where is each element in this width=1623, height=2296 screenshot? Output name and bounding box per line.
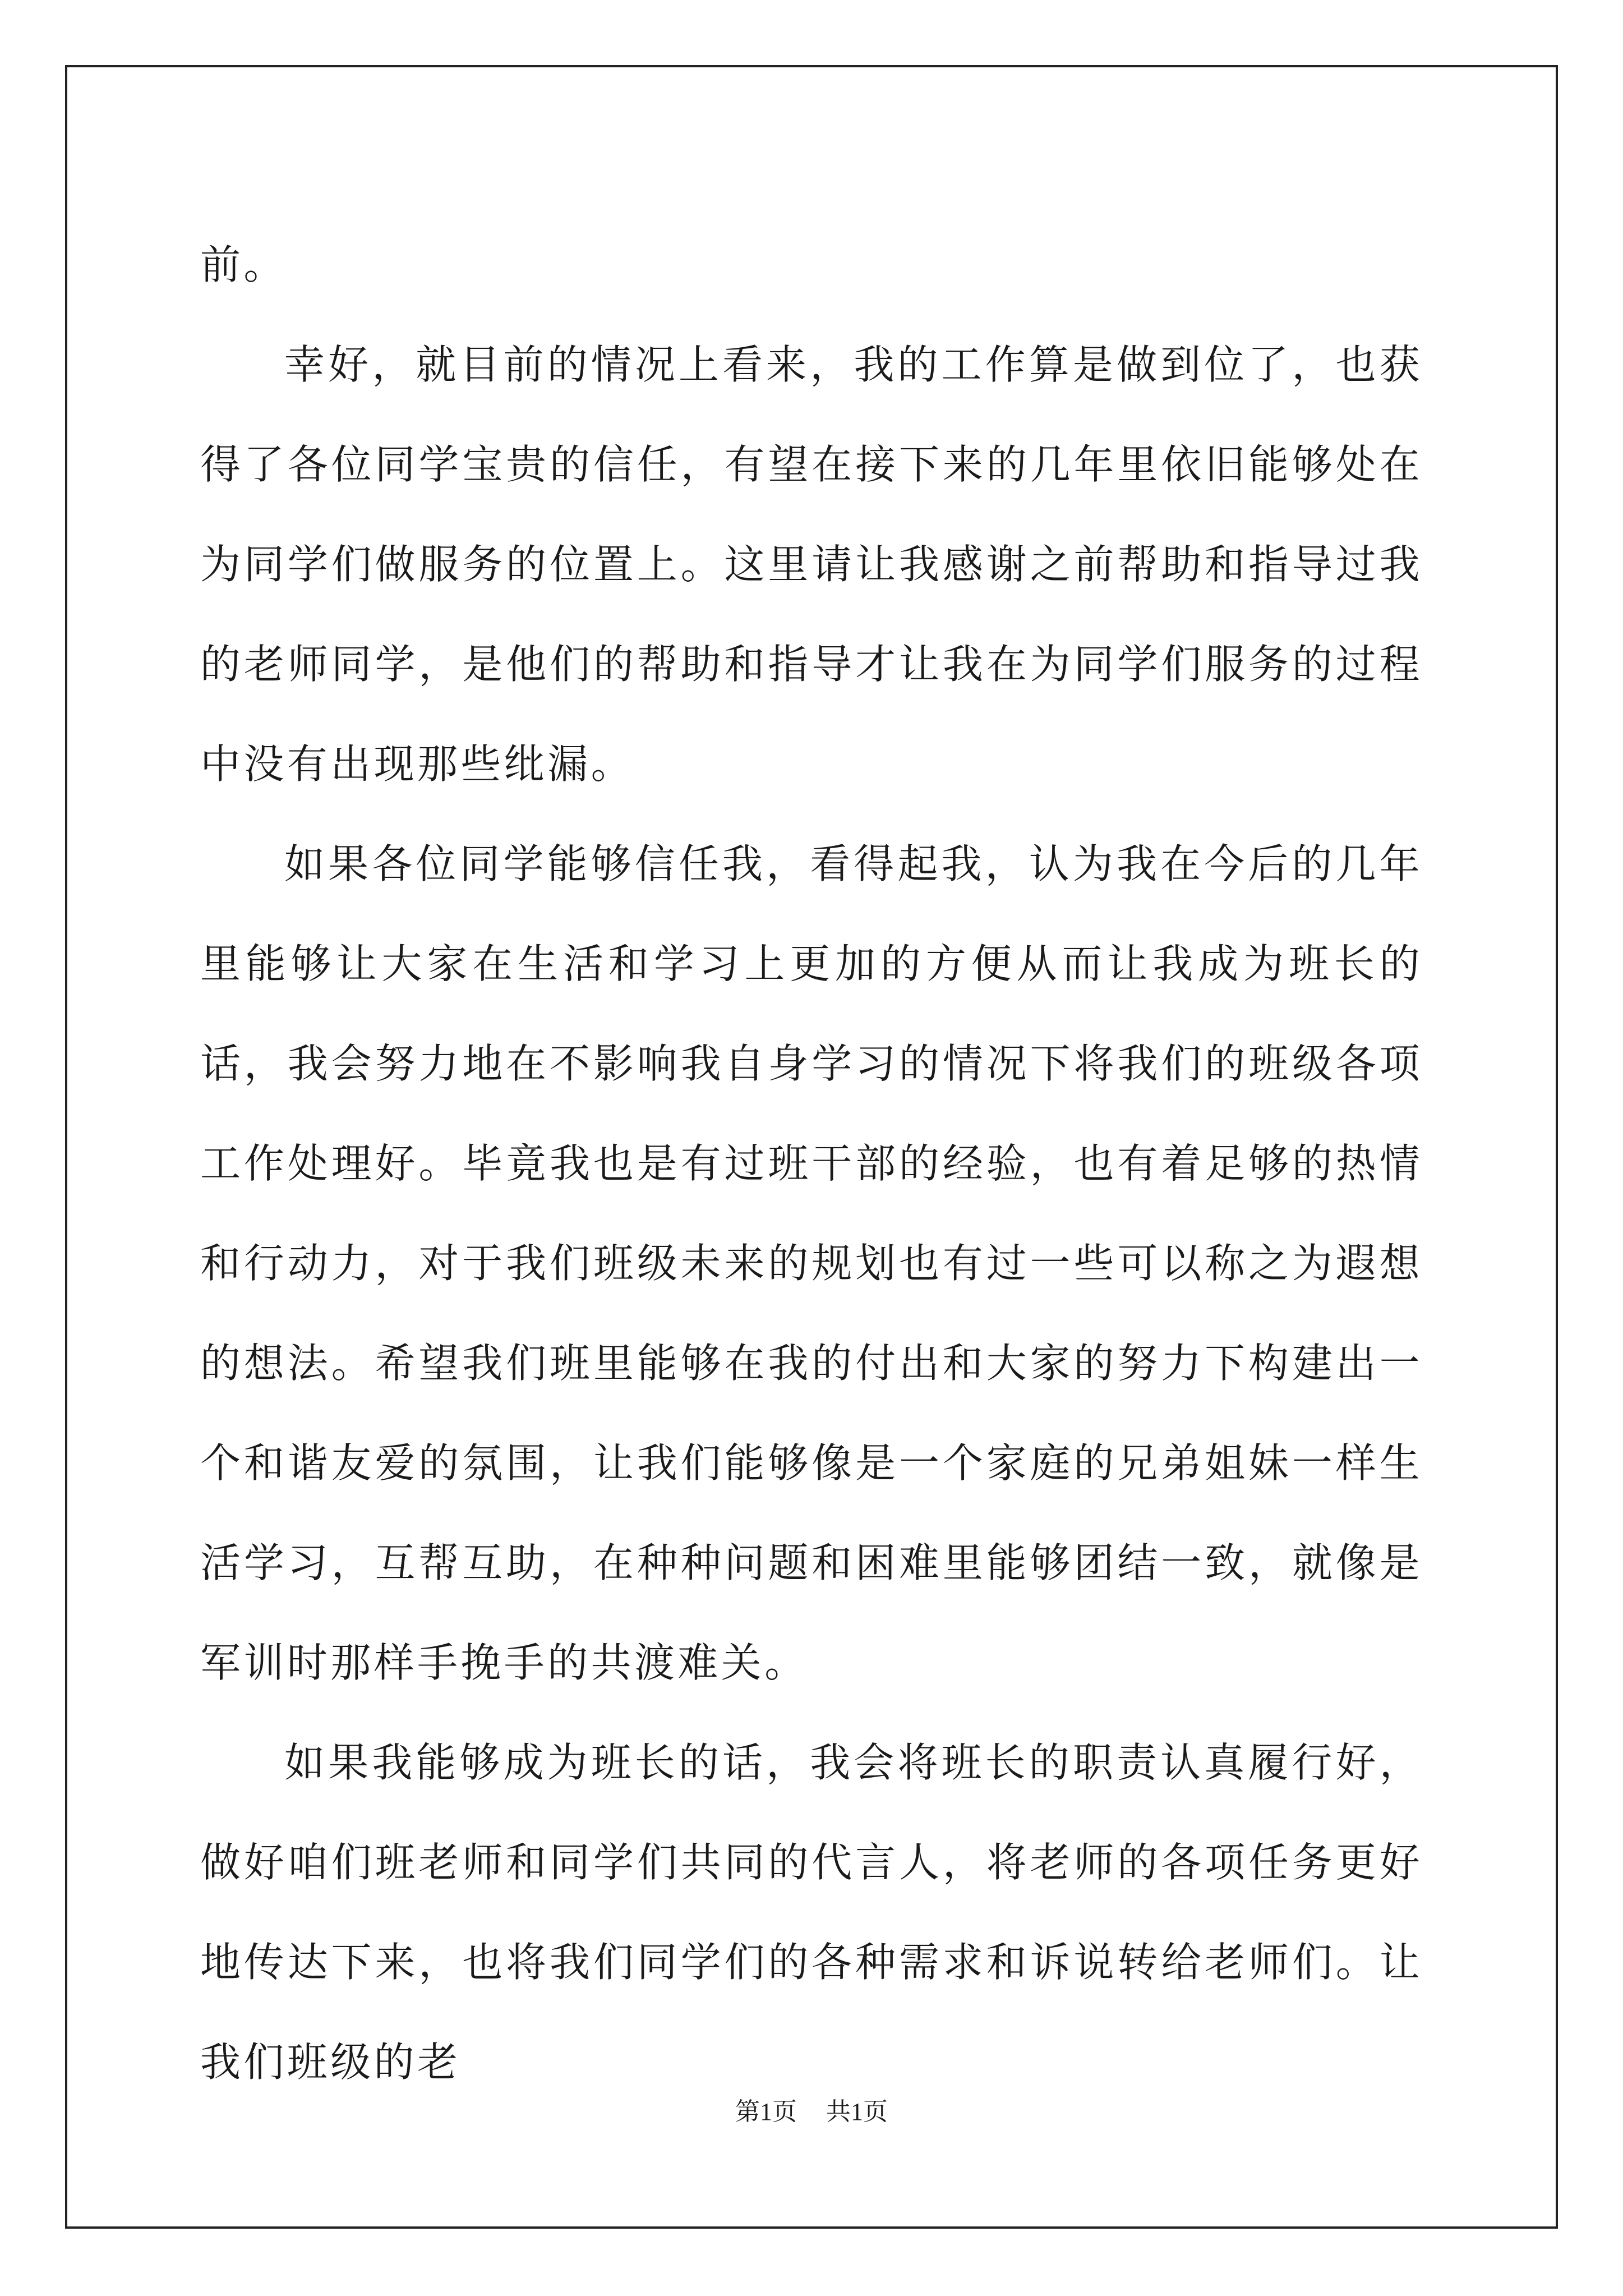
paragraph-4: 如果我能够成为班长的话，我会将班长的职责认真履行好，做好咱们班老师和同学们共同的代言人，将老师的各项任务更好地传达下来，也将我们同学们的各种需求和诉说转给老师们。让我们班级的老 (200, 1739, 1423, 2086)
document-body (200, 215, 1423, 2112)
page-number: 第1页 (735, 2098, 797, 2125)
paragraph-3: 如果各位同学能够信任我，看得起我，认为我在今后的几年里能够让大家在生活和学习上更加的方便从而让我成为班长的话，我会努力地在不影响我自身学习的情况下将我们的班级各项工作处理好。毕竟我也是有过班干部的经验，也有着足够的热情和行动力，对于我们班级未来的规划也有过一些可以称之为遐想的想法。希望我们班里能够在我的付出和大家的努力下构建出一个和谐友爱的氛围，让我们能够像是一个家庭的兄弟姐妹一样生活学习，互帮互助，在种种问题和困难里能够团结一致，就像是军训时那样手挽手的共渡难关。 (200, 840, 1423, 1686)
paragraph-1: 前。 (200, 241, 287, 288)
page-footer (0, 2095, 1623, 2129)
page-total: 共1页 (826, 2098, 888, 2125)
paragraph-2: 幸好，就目前的情况上看来，我的工作算是做到位了，也获得了各位同学宝贵的信任，有望在接下来的几年里依旧能够处在为同学们做服务的位置上。这里请让我感谢之前帮助和指导过我的老师同学，是他们的帮助和指导才让我在为同学们服务的过程中没有出现那些纰漏。 (200, 341, 1423, 788)
